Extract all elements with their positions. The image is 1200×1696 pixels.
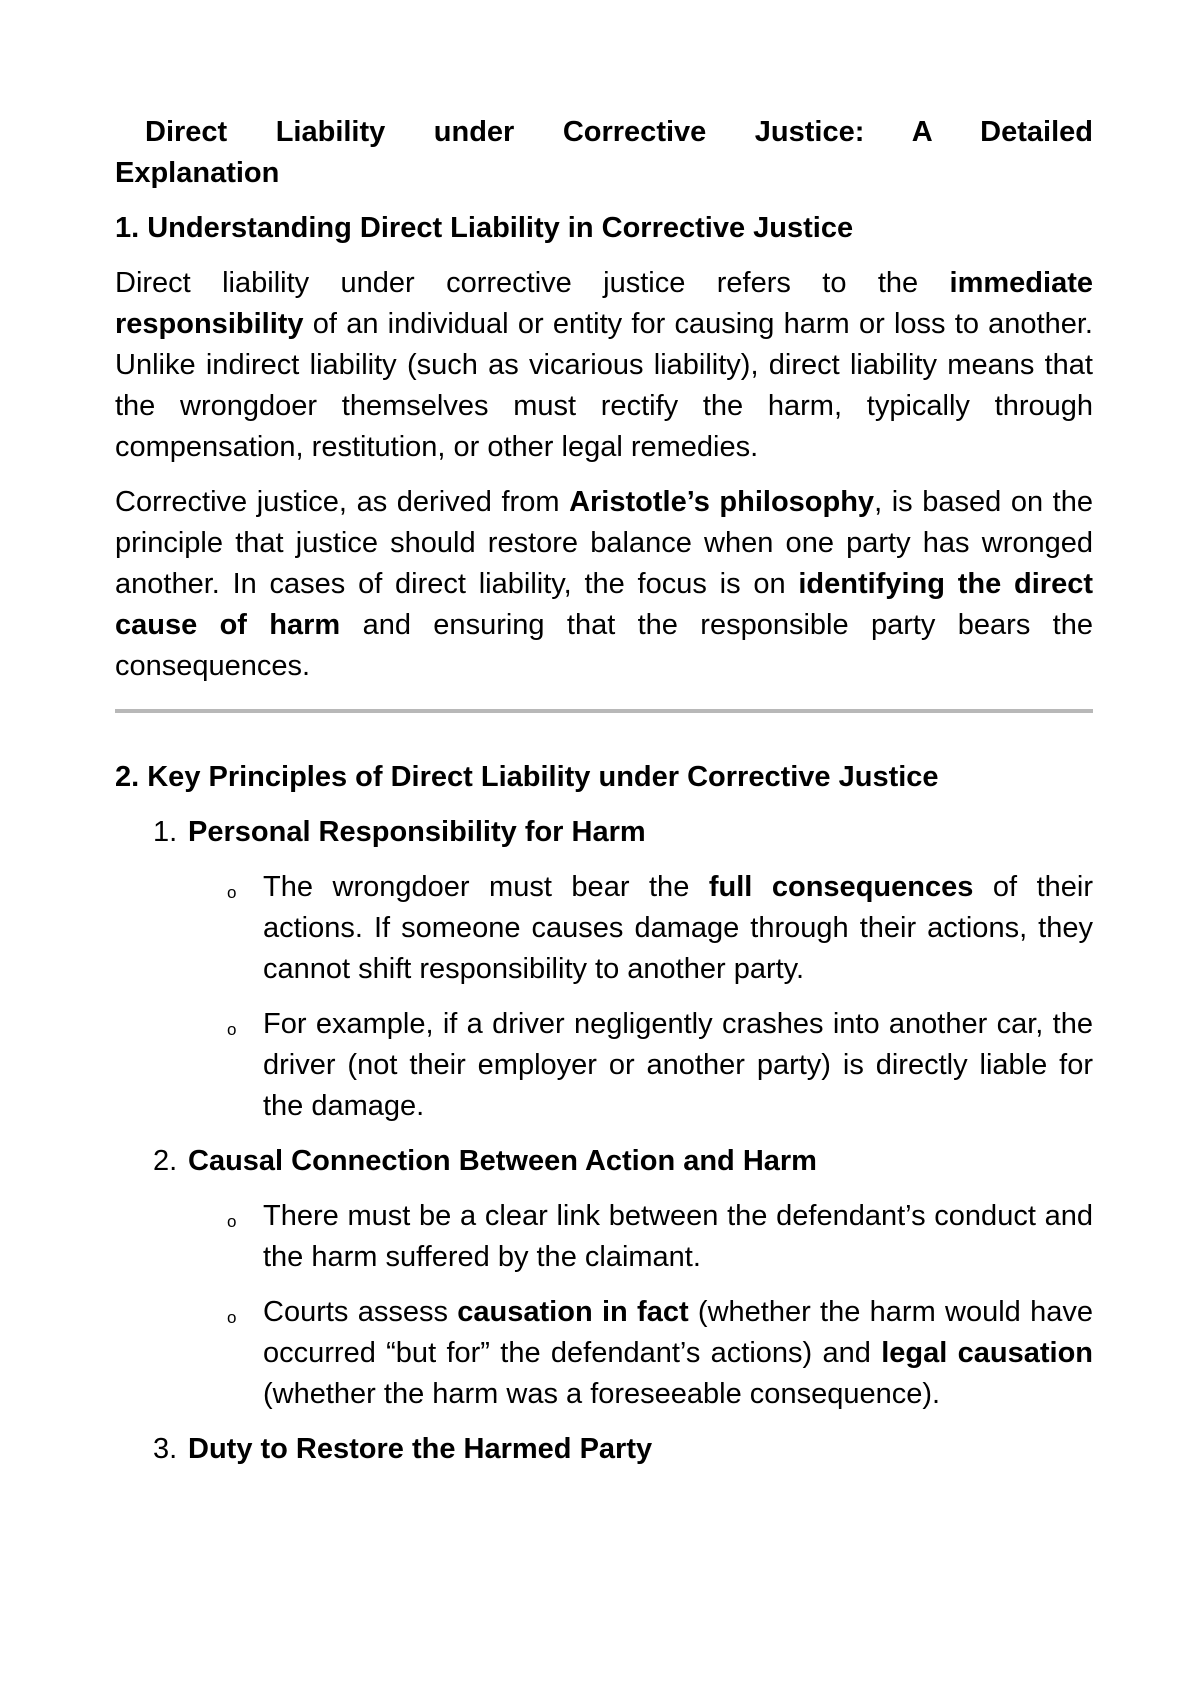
- section-1-paragraph-1: [115, 263, 1093, 468]
- bold-text: Aristotle’s philosophy: [569, 486, 875, 518]
- document-page: [115, 112, 1093, 1484]
- principle-name: Duty to Restore the Harmed Party: [188, 1433, 653, 1465]
- bold-text: immediate responsibility: [115, 267, 1093, 340]
- principles-list: [115, 812, 1093, 1470]
- text-run: Corrective justice, as derived from: [115, 486, 570, 518]
- bold-text: identifying the direct cause of harm: [115, 568, 1093, 641]
- principle-name: Personal Responsibility for Harm: [188, 816, 646, 848]
- principle-item: [153, 1141, 1093, 1415]
- principle-number: 3.: [153, 1433, 178, 1465]
- bold-text: full consequences: [708, 871, 974, 903]
- text-run: For example, if a driver negligently crashes into another car, the driver (not their employer or another party) is directly liable for the damage.: [263, 1008, 1093, 1122]
- section-2-heading: 2. Key Principles of Direct Liability under Corrective Justice: [115, 761, 939, 793]
- principle-bullets: [153, 867, 1093, 1127]
- horizontal-divider: [115, 709, 1093, 713]
- section-1-heading: 1. Understanding Direct Liability in Corrective Justice: [115, 212, 854, 244]
- circle-bullet-icon: o: [227, 1308, 237, 1327]
- text-run: (whether the harm was a foreseeable consequence).: [263, 1378, 941, 1410]
- principle-title: [153, 1141, 1093, 1182]
- text-run: of an individual or entity for causing harm or loss to another. Unlike indirect liability (such as vicarious liability), direct liability means that the wrongdoer themselves must rectify the harm, typically through compensation, restitution, or other legal remedies.: [115, 308, 1093, 463]
- text-run: There must be a clear link between the defendant’s conduct and the harm suffered by the claimant.: [263, 1200, 1093, 1273]
- bullet-item: [227, 1196, 1093, 1278]
- text-run: of their actions. If someone causes damage through their actions, they cannot shift responsibility to another party.: [263, 871, 1094, 985]
- principle-number: 2.: [153, 1145, 178, 1177]
- document-title-continued: Explanation: [115, 157, 280, 189]
- bullet-item: [227, 1292, 1093, 1415]
- text-run: The wrongdoer must bear the: [263, 871, 709, 903]
- principle-item: [153, 1429, 1093, 1470]
- principle-title: [153, 812, 1093, 853]
- principle-item: [153, 812, 1093, 1127]
- circle-bullet-icon: o: [227, 1020, 237, 1039]
- section-1-paragraph-2: [115, 482, 1093, 687]
- bold-text: legal causation: [881, 1337, 1093, 1369]
- bullet-item: [227, 867, 1093, 990]
- principle-name: Causal Connection Between Action and Harm: [188, 1145, 817, 1177]
- document-title: Direct Liability under Corrective Justice: A Detailed: [145, 116, 1093, 148]
- bold-text: causation in fact: [457, 1296, 689, 1328]
- text-run: (whether the harm would have occurred “but for” the defendant’s actions) and: [263, 1296, 1093, 1369]
- principle-title: [153, 1429, 1093, 1470]
- bullet-item: [227, 1004, 1093, 1127]
- text-run: Courts assess: [263, 1296, 458, 1328]
- principle-number: 1.: [153, 816, 178, 848]
- text-run: and ensuring that the responsible party bears the consequences.: [115, 609, 1093, 682]
- circle-bullet-icon: o: [227, 883, 237, 902]
- text-run: , is based on the principle that justice should restore balance when one party has wronged another. In cases of direct liability, the focus is on: [115, 486, 1093, 600]
- text-run: Direct liability under corrective justice refers to the: [115, 267, 950, 299]
- principle-bullets: [153, 1196, 1093, 1415]
- circle-bullet-icon: o: [227, 1212, 237, 1231]
